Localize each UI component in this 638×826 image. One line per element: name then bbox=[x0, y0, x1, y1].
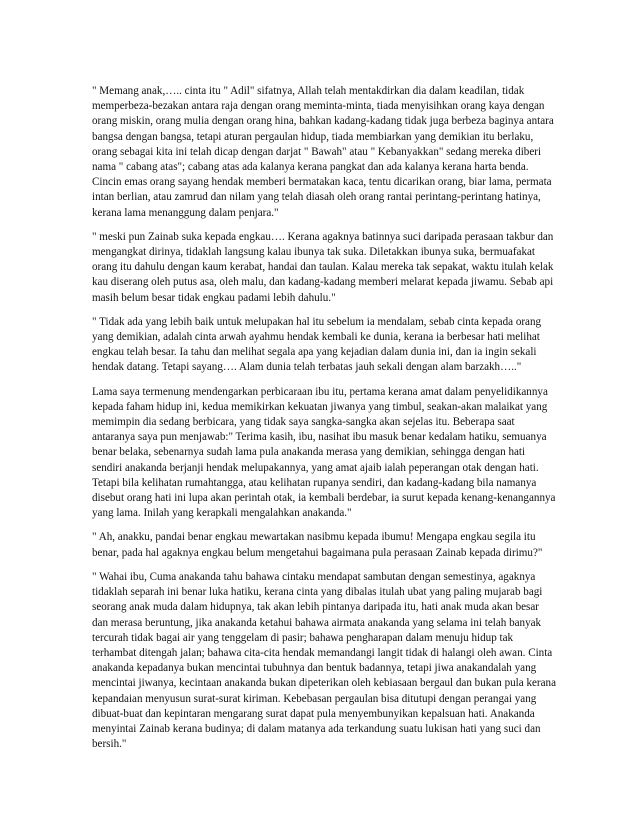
paragraph-3: " Tidak ada yang lebih baik untuk melupakan hal itu sebelum ia mendalam, sebab cinta kepada orang yang demikian, adalah cinta arwah ayahmu hendak kembali ke dunia, kerana ia berbesar hati melihat engkau telah besar. Ia tahu dan melihat segala apa yang kejadian dalam dunia ini, dan ia ingin sekali hendak datang. Tetapi sayang…. Alam dunia telah terbatas jauh sekali dengan alam barzakh….." bbox=[92, 315, 542, 374]
paragraph-5: " Ah, anakku, pandai benar engkau mewartakan nasibmu kepada ibumu! Mengapa engkau segila itu benar, pada hal agaknya engkau belum mengetahui bagaimana pula perasaan Zainab kepada dirimu?" bbox=[92, 531, 543, 559]
paragraph-4: Lama saya termenung mendengarkan perbicaraan ibu itu, pertama kerana amat dalam penyelidikannya kepada faham hidup ini, kedua memikirkan kekuatan jiwanya yang timbul, seakan-akan malaikat yang memimpin dia sedang berbicara, yang tidak saya sangka-sangka akan sejelas itu. Beberapa saat antaranya saya pun menjawab:" Terima kasih, ibu, nasihat ibu masuk benar kedalam hatiku, semuanya benar belaka, sebenarnya sudah lama pula anakanda merasa yang demikian, sehingga dengan hati sendiri anakanda berjanji hendak melupakannya, yang amat ajaib ialah peperangan otak dengan hati. Tetapi bila kelihatan rumahtangga, atau kelihatan rupanya sendiri, dan kadang-kadang bila namanya disebut orang hati ini lupa akan perintah otak, ia kembali berdebar, ia surut kepada kenang-kenangannya yang lama. Inilah yang kerapkali mengalahkan anakanda." bbox=[92, 385, 556, 520]
paragraph-2: " meski pun Zainab suka kepada engkau…. Kerana agaknya batinnya suci daripada perasaan takbur dan mengangkat dirinya, tidaklah langsung kalau ibunya tak suka. Diletakkan ibunya suka, bermuafakat orang itu dahulu dengan kaum kerabat, handai dan taulan. Kalau mereka tak sepakat, waktu itulah kelak kau diserang oleh putus asa, oleh malu, dan kadang-kadang memberi melarat kepada jiwamu. Sebab api masih belum besar tidak engkau padami lebih dahulu." bbox=[92, 230, 554, 304]
document-page bbox=[92, 84, 556, 761]
paragraph-6: " Wahai ibu, Cuma anakanda tahu bahawa cintaku mendapat sambutan dengan semestinya, agaknya tidaklah separah ini benar luka hatiku, kerana cinta yang dibalas itulah ubat yang paling mujarab bagi seorang anak muda dalam hidupnya, tak akan lebih pintanya daripada itu, hati anak muda akan besar dan merasa beruntung, jika anakanda ketahui bahawa airmata anakanda yang selama ini telah banyak tercurah tidak bagai air yang tenggelam di pasir; bahawa pengharapan dalam menuju hidup tak terhambat ditengah jalan; bahawa cita-cita hendak memandangi langit tidak di halangi oleh awan. Cinta anakanda kepadanya bukan mencintai tubuhnya dan bentuk badannya, tetapi jiwa anakandalah yang mencintai jiwanya, kecintaan anakanda bukan dipeterikan oleh kebiasaan bergaul dan bukan pula kerana kepandaian menyusun surat-surat kiriman. Kebebasan pergaulan bisa ditutupi dengan perangai yang dibuat-buat dan kepintaran mengarang surat dapat pula menyembunyikan kepalsuan hati. Anakanda menyintai Zainab kerana budinya; di dalam matanya ada terkandung suatu lukisan hati yang suci dan bersih." bbox=[92, 570, 556, 751]
paragraph-1: " Memang anak,….. cinta itu " Adil" sifatnya, Allah telah mentakdirkan dia dalam keadilan, tidak memperbeza-bezakan antara raja dengan orang meminta-minta, tiada menyisihkan orang kaya dengan orang miskin, orang mulia dengan orang hina, bahkan kadang-kadang tidak juga berbeza baginya antara bangsa dengan bangsa, tetapi aturan pergaulan hidup, tiada membiarkan yang demikian itu berlaku, orang sebagai kita ini telah dicap dengan darjat " Bawah" atau " Kebanyakkan" sedang mereka diberi nama " cabang atas"; cabang atas ada kalanya kerana pangkat dan ada kalanya kerana harta benda. Cincin emas orang sayang hendak memberi bermatakan kaca, tentu dicarikan orang, biar lama, permata intan berlian, atau zamrud dan nilam yang telah diasah oleh orang rantai perintang-perintang hatinya, kerana lama menanggung dalam penjara." bbox=[92, 85, 554, 219]
